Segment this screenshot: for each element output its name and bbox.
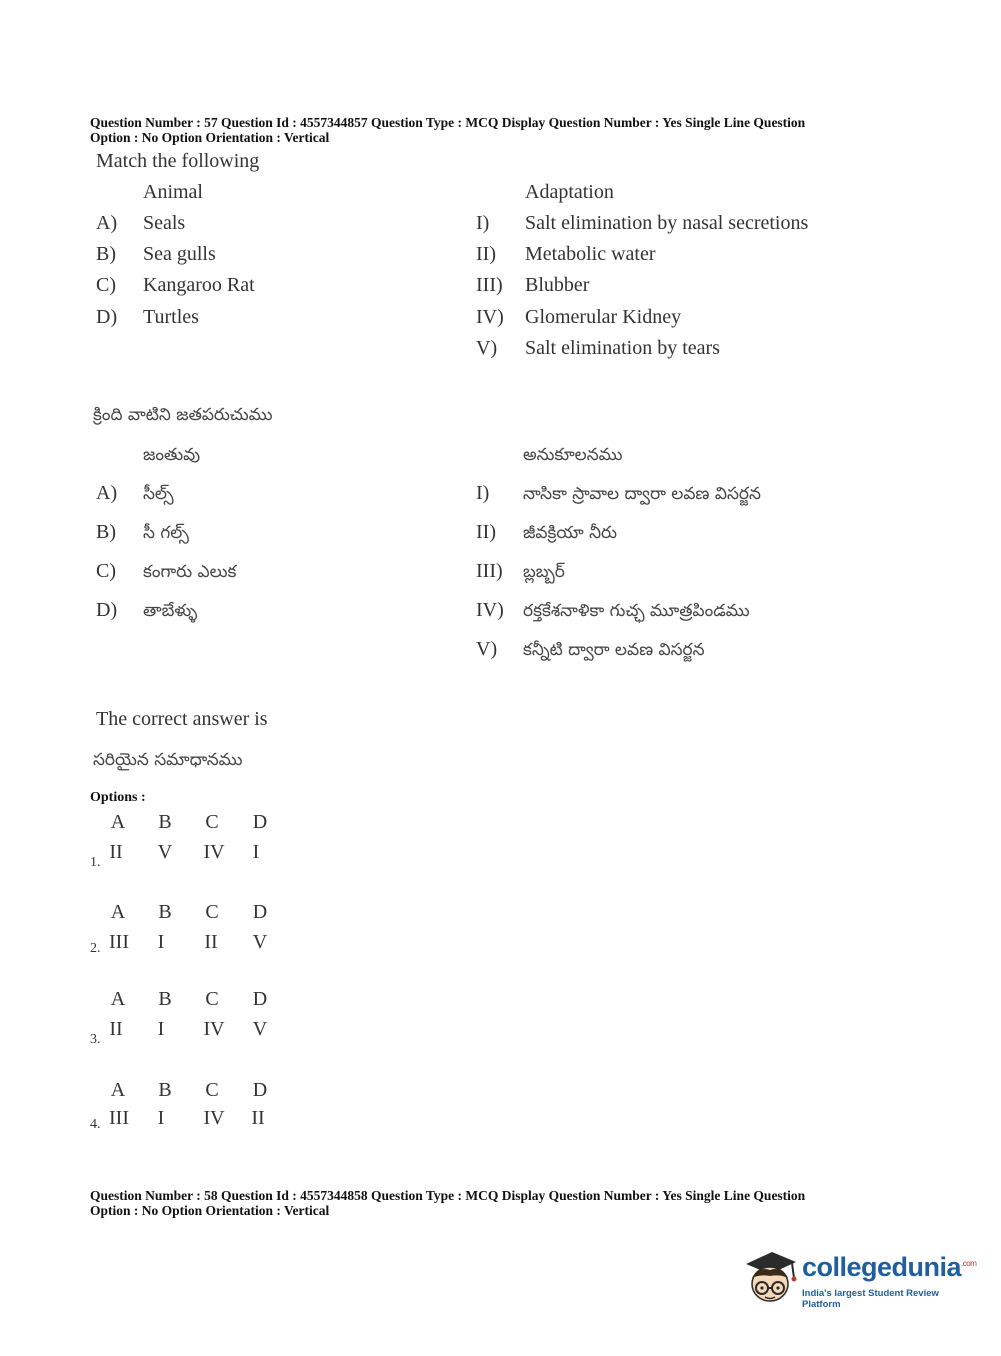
logo-tagline: India's largest Student Review Platform [802,1288,939,1310]
row-tag: I) [476,482,490,504]
option-header-cell: D [252,1079,268,1101]
option-value-cell: I [157,1018,165,1040]
animal-item: Turtles [143,306,199,328]
row-tag: III) [476,274,503,296]
option-number: 4. [90,1117,101,1132]
question-meta-line1: Question Number : 58 Question Id : 4557344858 Question Type : MCQ Display Question Number : Yes Single Line Question [90,1188,806,1203]
option-header-cell: A [110,901,126,923]
option-value-cell: III [109,931,129,953]
adaptation-item: Salt elimination by tears [525,337,720,359]
row-tag: B) [96,521,116,543]
option-header-cell: B [158,1079,172,1101]
option-value-cell: IV [203,841,225,863]
option-number: 3. [90,1032,101,1047]
row-tag: II) [476,243,496,265]
answer-prompt-te: సరియైన సమాధానము [93,750,243,770]
option-1[interactable] [90,808,290,878]
option-header-cell: C [205,988,219,1010]
question-meta-next [90,1188,910,1218]
adaptation-item: Glomerular Kidney [525,306,682,328]
option-4[interactable] [90,1076,290,1146]
option-value-cell: II [204,931,218,953]
animal-item-te: కంగారు ఎలుక [143,562,237,582]
option-value-cell: II [109,1018,123,1040]
adaptation-item: Metabolic water [525,243,656,265]
logo-wordmark [802,1252,976,1283]
option-value-cell: V [252,1018,268,1040]
row-tag: C) [96,274,116,296]
option-header-cell: C [205,1079,219,1101]
option-number: 1. [90,855,101,870]
row-tag: D) [96,599,118,621]
collegedunia-logo [740,1248,977,1318]
row-tag: V) [476,638,498,660]
answer-prompt-en: The correct answer is [96,708,268,730]
question-meta-line2: Option : No Option Orientation : Vertical [90,130,330,145]
option-value-cell: V [157,841,173,863]
column-header-animal: Animal [143,181,203,203]
row-tag: D) [96,306,118,328]
option-header-cell: D [252,901,268,923]
question-title-te: క్రింది వాటిని జతపరుచుము [93,405,273,425]
adaptation-item-te: జీవక్రియా నీరు [523,523,618,543]
logo-name: collegedunia [802,1252,962,1282]
option-3[interactable] [90,985,290,1055]
question-meta [90,115,910,145]
adaptation-item-te: నాసికా స్రావాల ద్వారా లవణ విసర్జన [523,484,761,504]
option-value-cell: I [252,841,260,863]
column-header-adaptation: Adaptation [525,181,614,203]
option-header-cell: D [252,811,268,833]
mascot-icon [740,1248,800,1310]
option-value-cell: III [109,1107,129,1129]
option-2[interactable] [90,898,290,968]
option-value-cell: I [157,931,165,953]
option-header-cell: C [205,811,219,833]
animal-item: Kangaroo Rat [143,274,255,296]
question-meta-line1: Question Number : 57 Question Id : 4557344857 Question Type : MCQ Display Question Number : Yes Single Line Question [90,115,806,130]
option-header-cell: A [110,988,126,1010]
animal-item-te: సీల్స్ [143,484,174,504]
column-header-animal-te: జంతువు [143,445,201,465]
option-header-cell: D [252,988,268,1010]
row-tag: IV) [476,599,504,621]
column-header-adaptation-te: అనుకూలనము [523,445,623,465]
adaptation-item-te: కన్నీటి ద్వారా లవణ విసర్జన [523,640,705,660]
option-header-cell: B [158,901,172,923]
animal-item: Seals [143,212,186,234]
option-header-cell: A [110,811,126,833]
adaptation-item: Blubber [525,274,590,296]
option-header-cell: A [110,1079,126,1101]
question-meta-line2: Option : No Option Orientation : Vertical [90,1203,330,1218]
option-header-cell: B [158,988,172,1010]
row-tag: IV) [476,306,504,328]
animal-item-te: సీ గల్స్ [143,523,189,543]
option-header-cell: C [205,901,219,923]
option-header-cell: B [158,811,172,833]
adaptation-item-te: రక్తకేశనాళికా గుచ్ఛ మూత్రపిండము [523,601,750,621]
option-number: 2. [90,941,101,956]
row-tag: V) [476,337,498,359]
option-value-cell: IV [203,1107,225,1129]
row-tag: I) [476,212,490,234]
animal-item-te: తాబేళ్ళు [143,601,198,621]
row-tag: C) [96,560,116,582]
option-value-cell: V [252,931,268,953]
option-value-cell: II [109,841,123,863]
option-value-cell: I [157,1107,165,1129]
question-title-en: Match the following [96,150,260,172]
option-value-cell: II [251,1107,265,1129]
adaptation-item-te: బ్లబ్బర్ [523,562,565,582]
option-value-cell: IV [203,1018,225,1040]
adaptation-item: Salt elimination by nasal secretions [525,212,809,234]
row-tag: III) [476,560,503,582]
logo-suffix: .com [961,1259,977,1268]
row-tag: II) [476,521,496,543]
row-tag: A) [96,482,118,504]
row-tag: A) [96,212,118,234]
row-tag: B) [96,243,116,265]
options-label: Options : [90,790,146,805]
animal-item: Sea gulls [143,243,216,265]
